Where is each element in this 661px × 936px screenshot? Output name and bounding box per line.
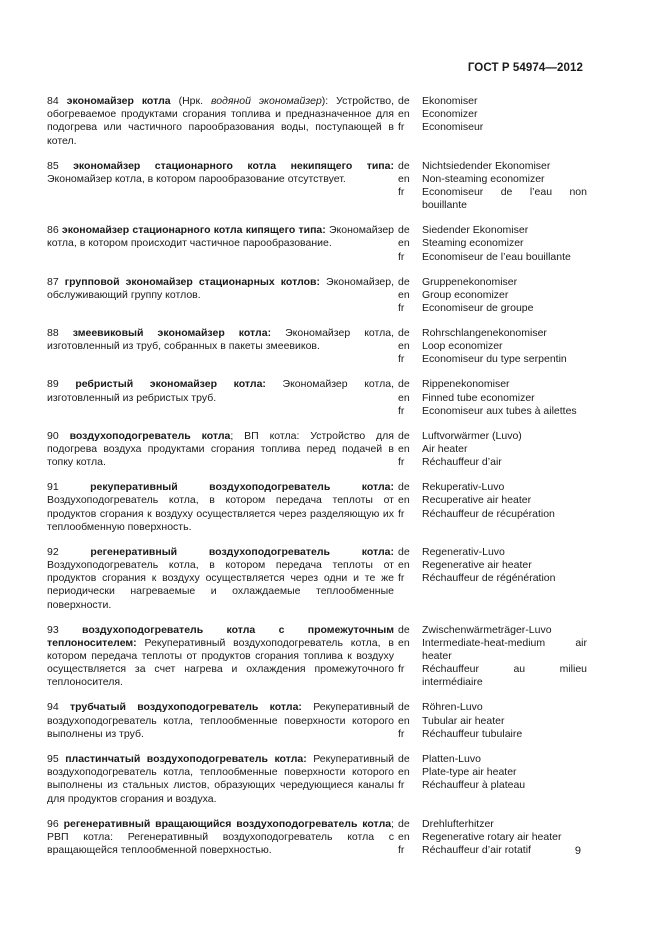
term-definition [47, 276, 398, 302]
term-text: Рекуперативный воздухоподогреватель котла, в котором передача теплоты от продуктов сгорания топлива к воздуху осуществляется за счет нагрева и охлаждения промежуточного теплоносителя. [47, 636, 394, 689]
equivalent-term: Economiseur de l’eau non bouillante [422, 186, 587, 212]
term-definition [47, 481, 398, 534]
term-text: Рекуперативный воздухоподогреватель котла, теплообменные поверхности которого выполнены из труб. [47, 701, 394, 740]
term-definition [47, 753, 398, 806]
foreign-equivalents [422, 224, 587, 264]
term-entry [47, 546, 587, 612]
term-entry [47, 430, 587, 470]
term-number: 92 [47, 545, 59, 558]
term-entry [47, 378, 587, 418]
term-text: Воздухоподогреватель котла, в котором передача теплоты от продуктов сгорания к воздуху осуществляется через разделяющую их теплообменную поверхность. [47, 494, 394, 533]
equivalent-term: Recuperative air heater [422, 494, 532, 507]
equivalent-term: Röhren-Luvo [422, 701, 483, 714]
language-code: fr [398, 843, 405, 856]
term-definition [47, 327, 398, 353]
page-number: 9 [574, 845, 581, 857]
term-text: ; ВП котла: Устройство для подогрева воздуха продуктами сгорания топлива перед подачей в топку котла. [47, 429, 394, 469]
equivalent-term: Loop economizer [422, 340, 503, 353]
language-codes [398, 546, 422, 586]
term-number: 88 [47, 327, 59, 340]
term-text: Экономайзер котла, в котором происходит частичное парообразование. [47, 224, 395, 250]
equivalent-term: Economiseur de groupe [422, 302, 534, 315]
term-entry [47, 753, 587, 806]
term-text: (Нрк. [170, 95, 211, 107]
language-code: fr [398, 727, 405, 740]
equivalent-term: Economiseur [422, 121, 484, 134]
term-number: 90 [47, 429, 59, 442]
language-code: de [398, 623, 410, 636]
term-name: пластинчатый воздухоподогреватель котла: [65, 752, 307, 765]
term-definition [47, 95, 398, 148]
foreign-equivalents [422, 818, 587, 858]
term-entry [47, 224, 587, 264]
term-text: Экономайзер котла, изготовленный из труб, собранных в пакеты змеевиков. [47, 327, 395, 353]
term-entry [47, 701, 587, 741]
language-code: fr [398, 302, 405, 314]
language-code: fr [398, 456, 405, 469]
term-name: воздухоподогреватель котла [69, 429, 231, 442]
term-number: 84 [47, 95, 59, 107]
term-number: 95 [47, 752, 59, 765]
equivalent-term: Ekonomiser [422, 95, 478, 107]
term-name: ребристый экономайзер котла: [75, 378, 266, 391]
equivalent-term: Zwischenwärmeträger-Luvo [422, 623, 552, 636]
equivalent-term: Steaming economizer [422, 237, 524, 250]
language-code: de [398, 701, 410, 714]
language-codes [398, 701, 422, 741]
foreign-equivalents [422, 624, 587, 690]
term-name: воздухоподогреватель котла с промежуточным теплоносителем: [47, 623, 394, 649]
language-code: en [398, 237, 410, 250]
term-name: регенеративный воздухоподогреватель котла: [90, 545, 395, 558]
language-code: en [398, 766, 410, 779]
term-entry [47, 160, 587, 213]
language-code: en [398, 172, 410, 185]
term-number: 91 [47, 481, 59, 494]
language-codes [398, 624, 422, 690]
term-number: 93 [47, 623, 59, 636]
equivalent-term: Réchauffeur d’air [422, 456, 502, 469]
language-code: en [398, 108, 410, 121]
language-code: fr [398, 779, 405, 792]
term-number: 96 [47, 817, 59, 830]
equivalent-term: Group economizer [422, 288, 509, 301]
foreign-equivalents [422, 701, 587, 741]
term-name: змеевиковый экономайзер котла: [72, 327, 272, 340]
term-name: экономайзер котла [66, 95, 171, 107]
foreign-equivalents [422, 430, 587, 470]
term-name: рекуперативный воздухоподогреватель котла: [90, 481, 394, 494]
term-text: ; РВП котла: Регенеративный воздухоподогреватель котла с вращающейся теплообменной поверхностью. [47, 817, 394, 856]
term-number: 87 [47, 275, 59, 288]
equivalent-term: Finned tube economizer [422, 391, 535, 404]
equivalent-term: Rippenekonomiser [422, 378, 510, 391]
language-code: en [398, 443, 410, 456]
language-code: fr [398, 121, 405, 134]
foreign-equivalents [422, 378, 587, 418]
term-entry [47, 95, 587, 148]
term-text: Рекуперативный воздухоподогреватель котла, теплообменные поверхности которого выполнены из стальных листов, образующих чередующиеся каналы для продуктов сгорания и воздуха. [47, 752, 395, 805]
foreign-equivalents [422, 160, 587, 213]
equivalent-term: Air heater [422, 443, 468, 456]
term-entries-list [47, 95, 587, 869]
equivalent-term: Gruppenekonomiser [422, 275, 518, 288]
equivalent-term: Economiseur de l’eau bouillante [422, 250, 571, 263]
language-code: fr [398, 572, 405, 585]
term-definition [47, 701, 398, 741]
language-code: de [398, 378, 410, 391]
term-entry [47, 327, 587, 367]
term-text: Экономайзер котла, изготовленный из ребристых труб. [47, 378, 394, 404]
equivalent-term: Siedender Ekonomiser [422, 224, 529, 237]
language-code: de [398, 275, 410, 288]
term-name: регенеративный вращающийся воздухоподогреватель котла [63, 817, 392, 830]
term-definition [47, 624, 398, 690]
term-entry [47, 481, 587, 534]
term-name: групповой экономайзер стационарных котлов: [64, 275, 320, 288]
equivalent-term: Non-steaming economizer [422, 172, 545, 185]
language-codes [398, 276, 422, 316]
language-codes [398, 95, 422, 135]
language-code: de [398, 327, 410, 340]
language-codes [398, 327, 422, 367]
term-definition [47, 224, 398, 250]
equivalent-term: Economizer [422, 108, 478, 121]
language-code: fr [398, 185, 405, 198]
equivalent-term: Luftvorwärmer (Luvo) [422, 429, 522, 442]
equivalent-term: Réchauffeur au milieu intermédiaire [422, 663, 587, 689]
equivalent-term: Rekuperativ-Luvo [422, 481, 505, 494]
foreign-equivalents [422, 753, 587, 793]
term-definition [47, 160, 398, 186]
term-number: 94 [47, 701, 59, 714]
equivalent-term: Economiseur aux tubes à ailettes [422, 404, 577, 417]
term-number: 89 [47, 378, 59, 391]
foreign-equivalents [422, 481, 587, 521]
language-code: fr [398, 404, 405, 417]
language-code: de [398, 481, 410, 494]
term-text: Экономайзер котла, в котором парообразование отсутствует. [47, 172, 346, 185]
language-codes [398, 753, 422, 793]
term-entry [47, 276, 587, 316]
language-code: en [398, 636, 410, 649]
language-code: en [398, 830, 410, 843]
language-codes [398, 160, 422, 213]
term-text: ): Устройство, обогреваемое продуктами сгорания топлива и предназначенное для подогрева или частичного парообразования воды, поступающей в котел. [47, 95, 395, 147]
term-text: Экономайзер, обслуживающий группу котлов. [47, 275, 394, 301]
language-code: en [398, 340, 410, 353]
equivalent-term: Réchauffeur d’air rotatif [422, 843, 531, 856]
language-code: fr [398, 507, 405, 520]
term-definition [47, 546, 398, 612]
equivalent-term: Regenerativ-Luvo [422, 545, 505, 558]
term-entry [47, 818, 587, 858]
term-name: трубчатый воздухоподогреватель котла: [69, 701, 302, 714]
equivalent-term: Nichtsiedender Ekonomiser [422, 159, 551, 172]
language-code: de [398, 159, 410, 172]
language-code: en [398, 288, 410, 301]
language-code: de [398, 429, 410, 442]
term-number: 85 [47, 159, 59, 172]
language-codes [398, 430, 422, 470]
language-code: de [398, 545, 410, 558]
language-code: fr [398, 250, 405, 263]
language-codes [398, 818, 422, 858]
foreign-equivalents [422, 546, 587, 586]
foreign-equivalents [422, 327, 587, 367]
equivalent-term: Regenerative air heater [422, 559, 532, 572]
foreign-equivalents [422, 95, 587, 135]
language-code: fr [398, 663, 405, 676]
term-name: экономайзер стационарного котла некипящего типа: [73, 159, 394, 172]
language-code: fr [398, 353, 405, 366]
language-codes [398, 224, 422, 264]
language-code: de [398, 224, 410, 237]
language-code: en [398, 391, 410, 404]
equivalent-term: Réchauffeur tubulaire [422, 727, 523, 740]
language-code: en [398, 494, 410, 507]
language-codes [398, 481, 422, 521]
equivalent-term: Platten-Luvo [422, 752, 481, 765]
document-standard-header: ГОСТ Р 54974—2012 [467, 62, 583, 74]
equivalent-term: Economiseur du type serpentin [422, 353, 567, 366]
term-definition [47, 818, 398, 858]
equivalent-term: Intermediate-heat-medium air heater [422, 636, 587, 663]
term-number: 86 [47, 224, 59, 237]
equivalent-term: Réchauffeur à plateau [422, 779, 526, 792]
term-name: экономайзер стационарного котла кипящего типа: [61, 224, 326, 237]
term-text: Воздухоподогреватель котла, в котором передача теплоты от продуктов сгорания к воздуху осуществляется через одни и те же периодически нагреваемые и охлаждаемые теплообменные поверхности. [47, 559, 394, 611]
equivalent-term: Plate-type air heater [422, 766, 517, 779]
foreign-equivalents [422, 276, 587, 316]
term-definition [47, 430, 398, 470]
term-entry [47, 624, 587, 690]
term-deprecated: водяной экономайзер [210, 95, 322, 107]
equivalent-term: Réchauffeur de récupération [422, 507, 555, 520]
language-code: en [398, 559, 410, 572]
language-code: de [398, 95, 410, 107]
equivalent-term: Rohrschlangenekonomiser [422, 327, 547, 340]
equivalent-term: Regenerative rotary air heater [422, 830, 562, 843]
language-codes [398, 378, 422, 418]
language-code: en [398, 714, 410, 727]
equivalent-term: Réchauffeur de régénération [422, 572, 556, 585]
equivalent-term: Drehlufterhitzer [422, 817, 494, 830]
language-code: de [398, 752, 410, 765]
term-definition [47, 378, 398, 404]
language-code: de [398, 817, 410, 830]
equivalent-term: Tubular air heater [422, 714, 505, 727]
